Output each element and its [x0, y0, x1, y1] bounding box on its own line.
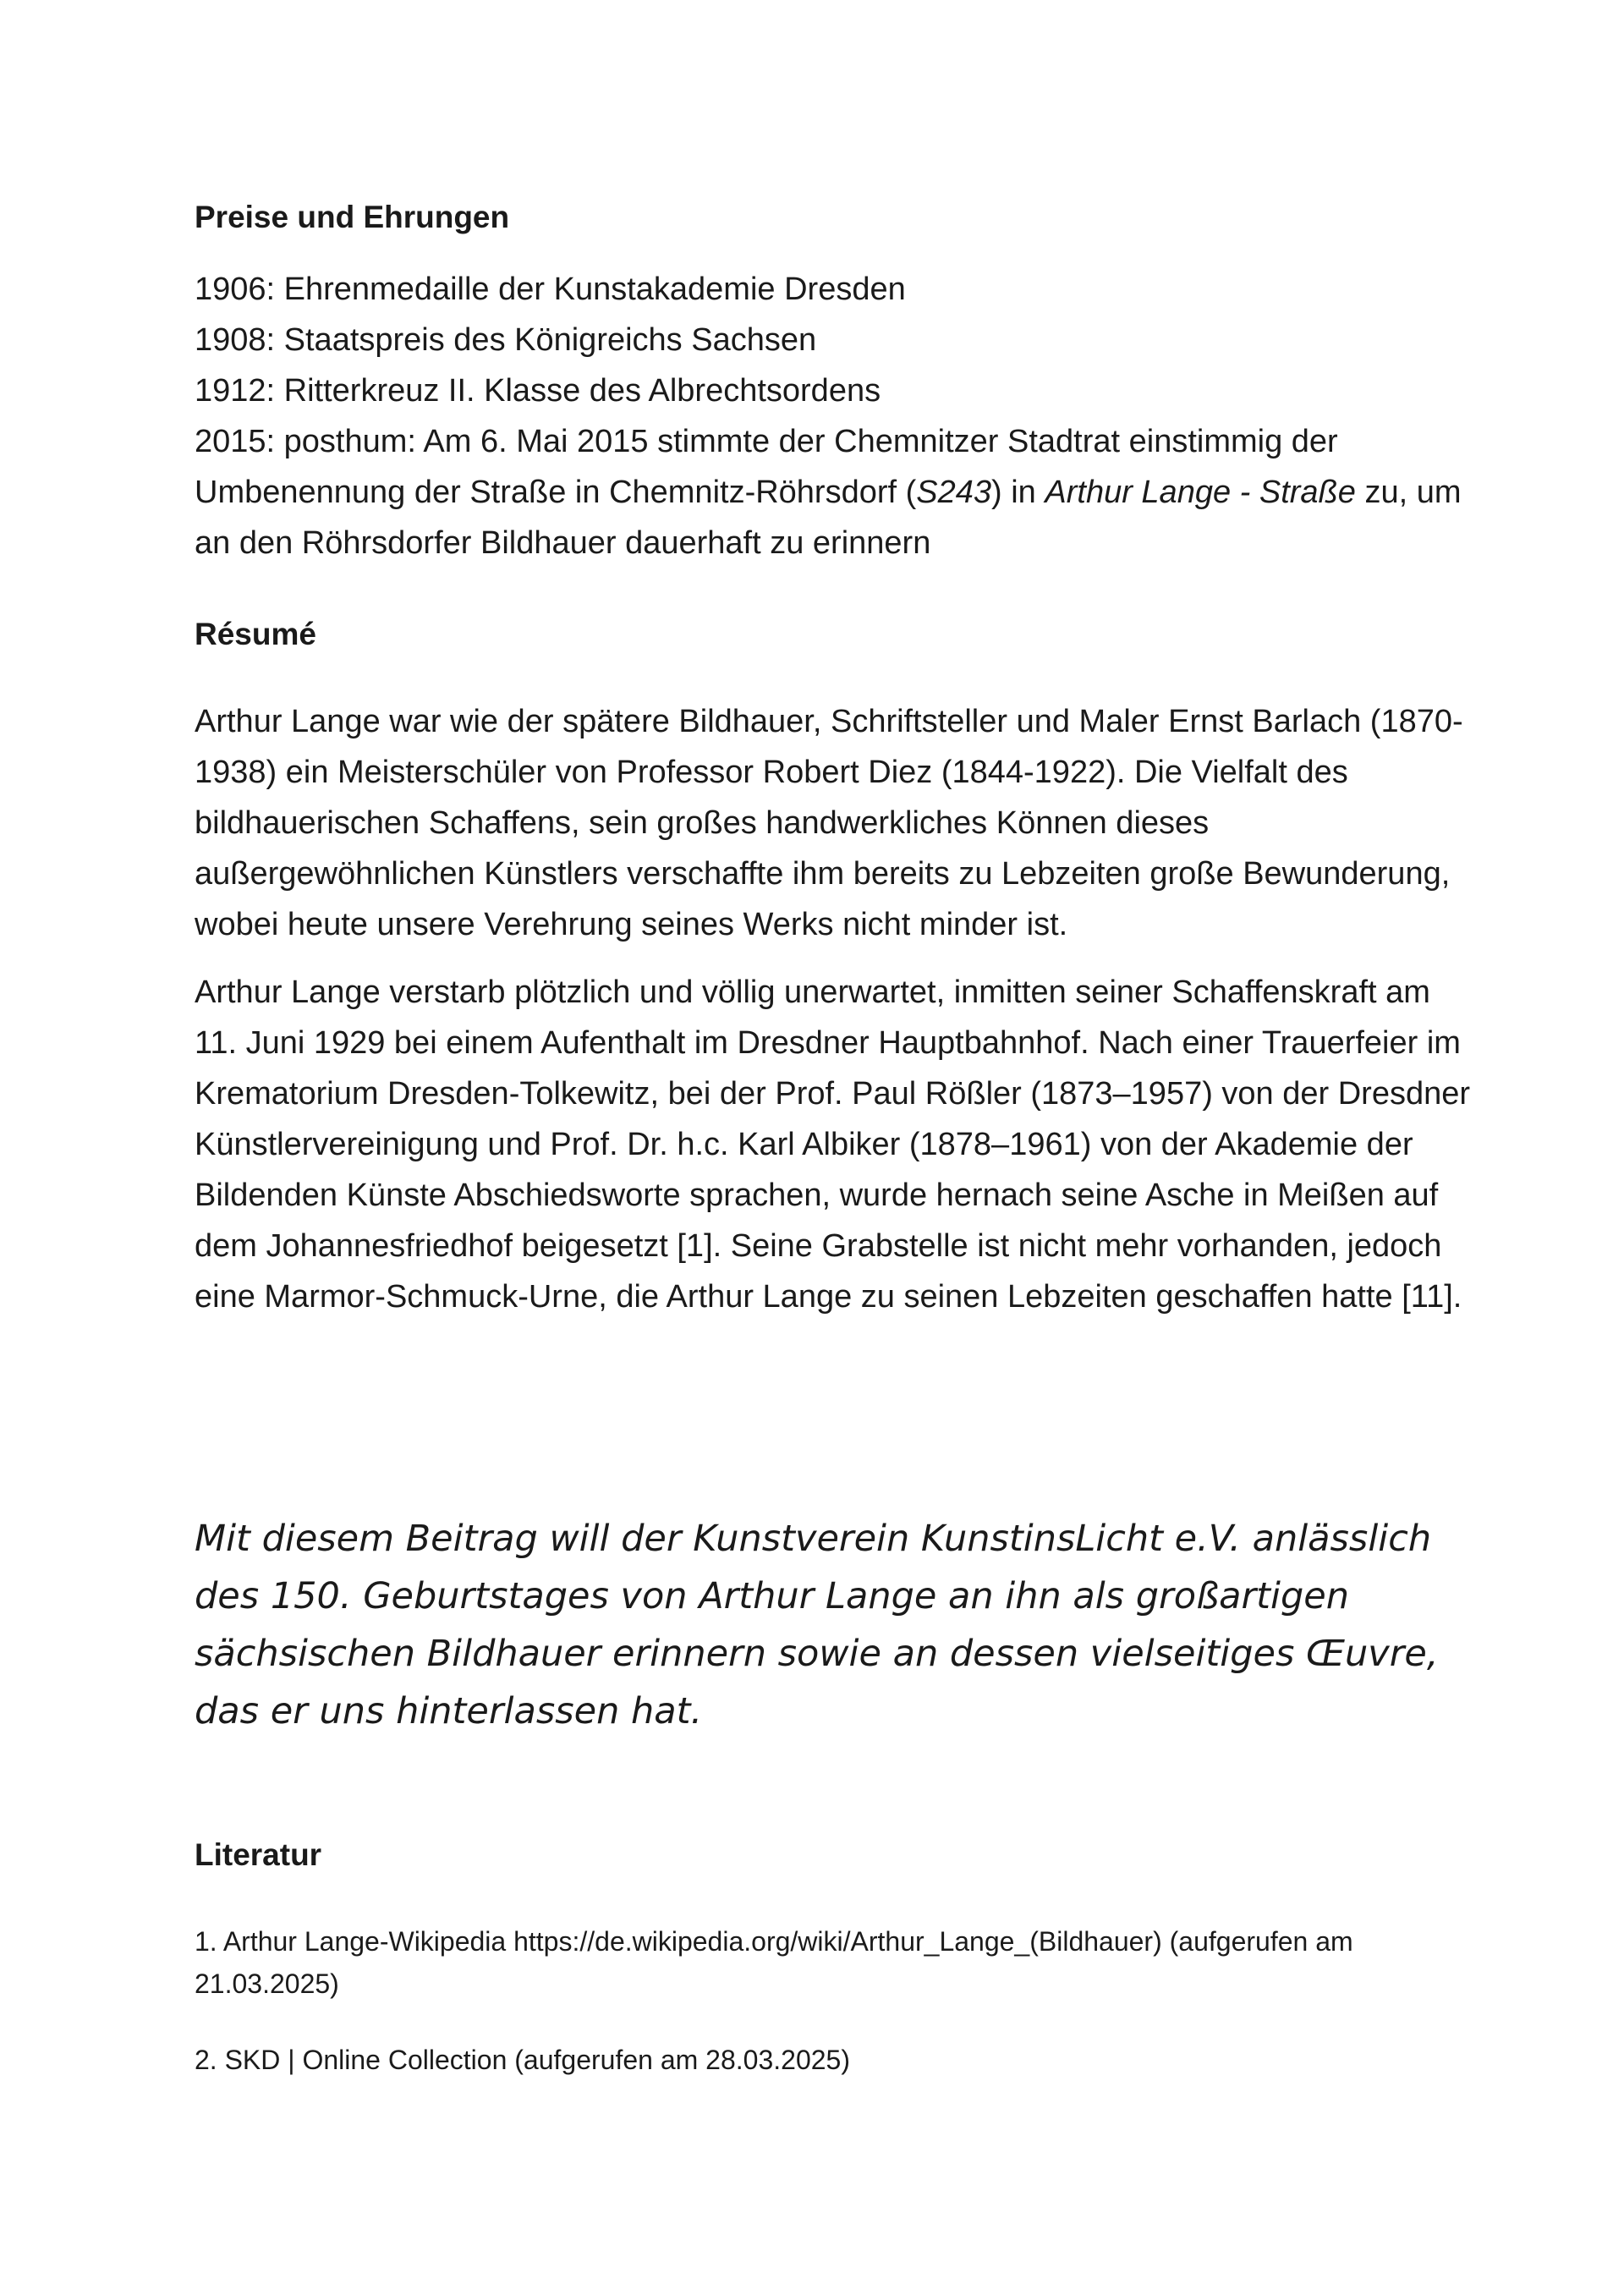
literature-item-2: 2. SKD | Online Collection (aufgerufen am 28.03.2025): [195, 2045, 850, 2075]
resume-paragraph-2: Arthur Lange verstarb plötzlich und völlig unerwartet, inmitten seiner Schaffenskraft am 11. Juni 1929 bei einem Aufenthalt im Dresdner Hauptbahnhof. Nach einer Trauerfeier im Krematorium Dresden-Tolkewitz, bei der Prof. Paul Rößler (1873–1957) von der Dresdner Künstlervereinigung und Prof. Dr. h.c. Karl Albiker (1878–1961) von der Akademie der Bildenden Künste Abschiedsworte sprachen, wurde hernach seine Asche in Meißen auf dem Johannesfriedhof beigesetzt [1]. Seine Grabstelle ist nicht mehr vorhanden, jedoch eine Marmor-Schmuck-Urne, die Arthur Lange zu seinen Lebzeiten geschaffen hatte [11].: [195, 975, 1471, 1315]
award-item-1908: 1908: Staatspreis des Königreichs Sachsen: [195, 322, 817, 358]
literature-heading: Literatur: [195, 1837, 322, 1872]
tribute-statement: Mit diesem Beitrag will der Kunstverein KunstinsLicht e.V. anlässlich des 150. Geburtstages von Arthur Lange an ihn als großartigen sächsischen Bildhauer erinnern sowie an dessen vielseitiges Œuvre, das er uns hinterlassen hat.: [195, 1518, 1439, 1732]
award-item-2015: [195, 416, 1480, 568]
literature-item-1: 1. Arthur Lange-Wikipedia https://de.wikipedia.org/wiki/Arthur_Lange_(Bildhauer) (aufgerufen am 21.03.2025): [195, 1926, 1353, 1999]
award-item-1906: 1906: Ehrenmedaille der Kunstakademie Dresden: [195, 272, 906, 307]
award-2015-road-code: S243: [916, 475, 992, 510]
award-item-1912: 1912: Ritterkreuz II. Klasse des Albrechtsordens: [195, 373, 881, 409]
award-2015-text-b: ) in: [991, 475, 1045, 510]
awards-list: [195, 264, 1480, 568]
resume-heading: Résumé: [195, 617, 316, 651]
award-2015-text-c: zu, um an den Röhrsdorfer Bildhauer dauerhaft zu erinnern: [195, 475, 1462, 561]
award-2015-street-name: Arthur Lange - Straße: [1045, 475, 1356, 510]
awards-heading: Preise und Ehrungen: [195, 200, 510, 234]
award-2015-text-a: 2015: posthum: Am 6. Mai 2015 stimmte der Chemnitzer Stadtrat einstimmig der Umbenennung der Straße in Chemnitz-Röhrsdorf (: [195, 424, 1338, 510]
resume-paragraph-1: Arthur Lange war wie der spätere Bildhauer, Schriftsteller und Maler Ernst Barlach (1870-1938) ein Meisterschüler von Professor Robert Diez (1844-1922). Die Vielfalt des bildhauerischen Schaffens, sein großes handwerkliches Können dieses außergewöhnlichen Künstlers verschaffte ihm bereits zu Lebzeiten große Bewunderung, wobei heute unsere Verehrung seines Werks nicht minder ist.: [195, 704, 1463, 942]
